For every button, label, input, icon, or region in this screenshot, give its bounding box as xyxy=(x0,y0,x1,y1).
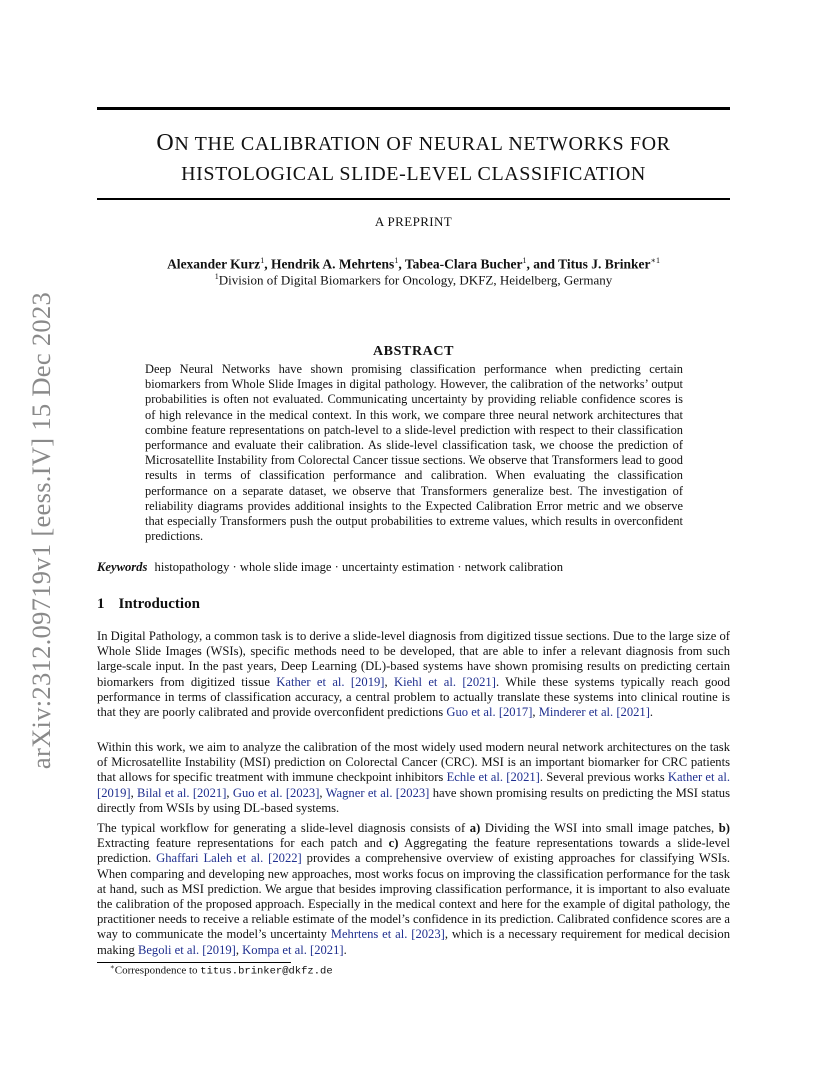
body-text: have shown promising results on predicting the MSI status directly from WSIs by using DL-based systems. xyxy=(97,785,730,815)
arxiv-stamp-text: arXiv:2312.09719v1 [eess.IV] 15 Dec 2023 xyxy=(26,291,57,769)
citation-link[interactable]: Wagner et al. [2023] xyxy=(325,785,430,800)
body-text: , xyxy=(384,674,394,689)
title-initial: O xyxy=(156,130,175,156)
author-affil-mark: ∗1 xyxy=(650,256,660,265)
body-text: In Digital Pathology, a common task is to derive a slide-level diagnosis from digitized tissue sections. Due to the large size of Whole Slide Images (WSIs), specific methods need to be developed, that are able to infer a relevant diagnosis from such large-scale input. In the past years, Deep Learning (DL)-based systems have shown promising results on predicting certain biomarkers from digitized tissue xyxy=(97,629,730,689)
body-text: , xyxy=(532,705,539,720)
body-text: Within this work, we aim to analyze the calibration of the most widely used modern neural network architectures on the task of Microsatellite Instability (MSI) prediction on Colorectal Cancer (CRC). MSI is an important biomarker for CRC patients that allows for specific treatment with immune checkpoint inhibitors xyxy=(97,740,730,785)
footnote-email-link[interactable]: titus.brinker@dkfz.de xyxy=(200,965,333,978)
abstract-heading: ABSTRACT xyxy=(372,344,455,359)
footnote xyxy=(110,963,333,978)
step-marker: b) xyxy=(718,821,730,835)
body-text: , which is a necessary requirement for medical decision making xyxy=(97,927,730,957)
body-text: Dividing the WSI into small image patches, xyxy=(480,821,719,835)
citation-link[interactable]: Echle et al. [2021] xyxy=(446,770,540,785)
section-title: Introduction xyxy=(118,596,200,612)
body-text: , xyxy=(235,942,243,957)
affiliation xyxy=(97,272,730,288)
title-line-1 xyxy=(97,128,730,159)
author-affil-mark: 1 xyxy=(522,256,527,265)
author-name: Alexander Kurz xyxy=(167,256,261,272)
body-text: The typical workflow for generating a slide-level diagnosis consists of xyxy=(97,821,470,835)
intro-paragraph-2 xyxy=(97,740,730,816)
body-text: . xyxy=(649,705,654,720)
preprint-label: A PREPRINT xyxy=(374,214,453,229)
body-text: , xyxy=(130,785,138,800)
intro-paragraph-1 xyxy=(97,629,730,720)
body-text: . Several previous works xyxy=(539,770,668,785)
author-separator: , xyxy=(264,256,271,272)
author-name: Tabea-Clara Bucher xyxy=(404,256,523,272)
step-marker: a) xyxy=(469,821,481,835)
keywords-label: Keywords xyxy=(97,560,148,574)
author-list xyxy=(97,256,730,273)
citation-link[interactable]: Minderer et al. [2021] xyxy=(538,705,650,720)
citation-link[interactable]: Kompa et al. [2021] xyxy=(242,942,344,957)
citation-link[interactable]: Bilal et al. [2021] xyxy=(137,785,227,800)
citation-link[interactable]: Kather et al. [2019] xyxy=(276,674,385,689)
citation-link[interactable]: Begoli et al. [2019] xyxy=(137,942,236,957)
body-text: Aggregating the feature representations towards a slide-level prediction. xyxy=(97,836,730,866)
citation-link[interactable]: Guo et al. [2023] xyxy=(232,785,320,800)
body-text: , xyxy=(319,785,326,800)
keywords-text: histopathology · whole slide image · uncertainty estimation · network calibration xyxy=(154,560,564,574)
section-number: 1 xyxy=(97,596,105,612)
title-bottom-rule xyxy=(97,198,730,200)
intro-paragraph-3 xyxy=(97,821,730,958)
footnote-text: Correspondence to xyxy=(114,964,201,977)
author-affil-mark: 1 xyxy=(260,256,265,265)
section-heading xyxy=(97,596,200,613)
body-text: Extracting feature representations for each patch and xyxy=(97,836,389,851)
author-separator: , and xyxy=(526,256,559,272)
author-separator: , xyxy=(398,256,405,272)
body-text: , xyxy=(226,785,233,800)
citation-link[interactable]: Ghaffari Laleh et al. [2022] xyxy=(156,851,302,866)
citation-link[interactable]: Mehrtens et al. [2023] xyxy=(330,927,445,942)
body-text: provides a comprehensive overview of existing approaches for classifying WSIs. When comparing and developing new approaches, most works focus on improving the classification performance for the task at hand, such as MSI prediction. We argue that besides improving classification performance, it is important to also evaluate the calibration of the proposed approach. Especially in the medical context and here for the example of digital pathology, the practitioner needs to receive a reliable estimate of the model’s confidence in its prediction. Calibrated confidence scores are a way to communicate the model’s uncertainty xyxy=(97,851,731,942)
title-top-rule xyxy=(97,107,730,110)
citation-link[interactable]: Guo et al. [2017] xyxy=(446,705,533,720)
title-line-2: HISTOLOGICAL SLIDE-LEVEL CLASSIFICATION xyxy=(181,163,646,185)
step-marker: c) xyxy=(388,836,399,851)
body-text: . xyxy=(343,942,347,957)
author-name: Hendrik A. Mehrtens xyxy=(270,256,395,272)
author-affil-mark: 1 xyxy=(394,256,399,265)
affiliation-text: Division of Digital Biomarkers for Oncology, DKFZ, Heidelberg, Germany xyxy=(218,272,613,288)
keywords-line xyxy=(97,560,563,575)
author-name: Titus J. Brinker xyxy=(558,256,651,272)
paper-title xyxy=(97,128,730,189)
citation-link[interactable]: Kiehl et al. [2021] xyxy=(394,674,496,689)
title-line-1-rest: N THE CALIBRATION OF NEURAL NETWORKS FOR xyxy=(174,133,671,155)
abstract-text: Deep Neural Networks have shown promising classification performance when predicting certain biomarkers from Whole Slide Images in digital pathology. However, the calibration of the networks’ output probabilities is often not evaluated. Communicating uncertainty by providing reliable confidence scores is of high relevance in the medical context. In this work, we compare three neural network architectures that combine feature representations on patch-level to a slide-level prediction with respect to their classification performance and evaluate their calibration. As slide-level classification task, we choose the prediction of Microsatellite Instability from Colorectal Cancer tissue sections. We observe that Transformers lead to good results in terms of classification performance and calibration. When evaluating the classification performance on a separate dataset, we observe that Transformers generalize best. The investigation of reliability diagrams provides additional insights to the Expected Calibration Error metric and we observe that especially Transformers push the output probabilities to extreme values, which results in overconfident predictions. xyxy=(145,362,683,544)
footnote-mark: ∗ xyxy=(110,963,115,971)
affiliation-mark: 1 xyxy=(214,272,219,281)
arxiv-stamp xyxy=(24,285,60,775)
citation-link[interactable]: Kather et al. [2019] xyxy=(97,770,730,800)
body-text: . While these systems typically reach good performance in terms of classification accuracy, a central problem to actually translate these systems into clinical routine is that they are poorly calibrated and provide overconfident predictions xyxy=(97,674,730,720)
